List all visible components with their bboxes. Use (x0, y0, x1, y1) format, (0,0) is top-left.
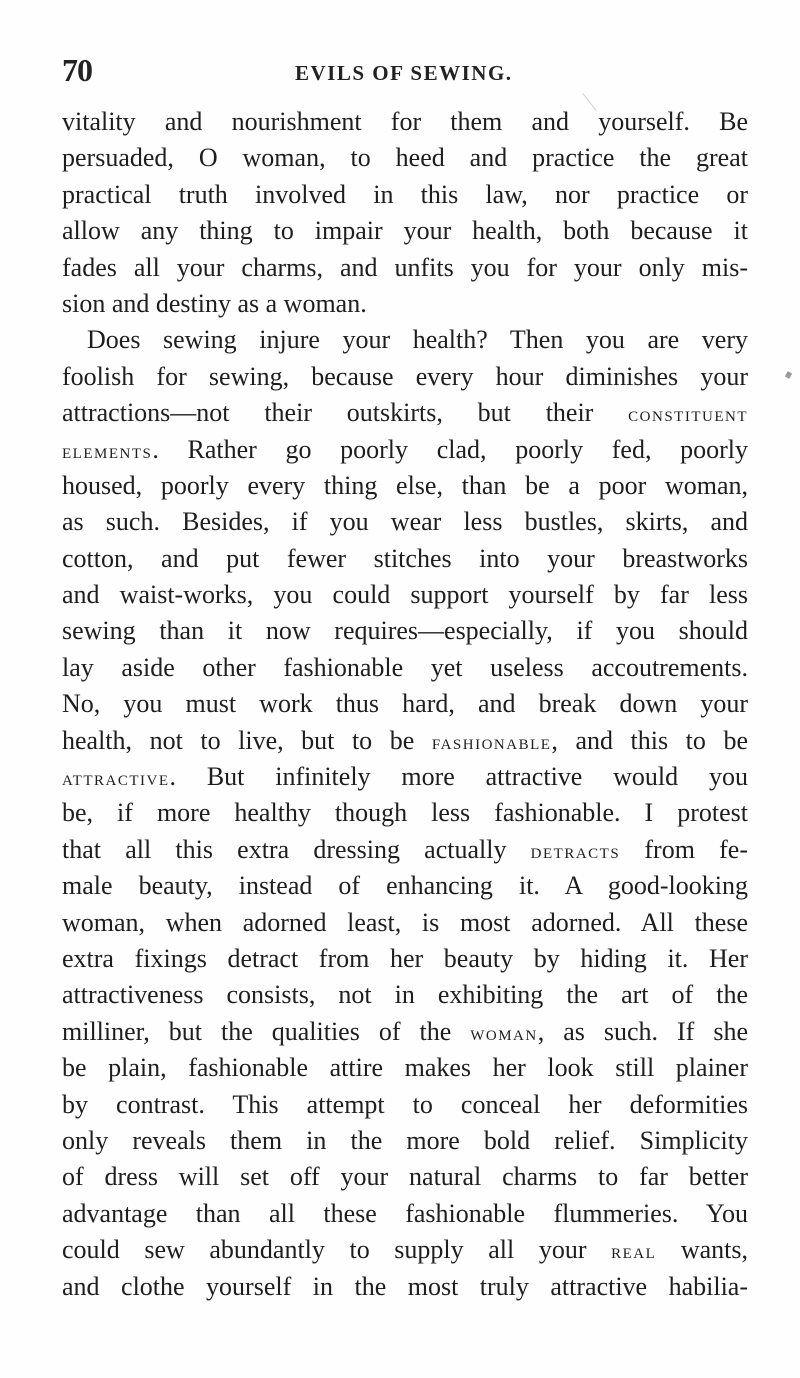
text-line (62, 504, 748, 540)
text-line (62, 286, 748, 322)
small-caps-text: real (611, 1238, 657, 1264)
text-run: wants, (656, 1235, 748, 1265)
text-line (62, 322, 748, 358)
text-run: could sew abundantly to supply all your (62, 1235, 612, 1265)
text-run: allow any thing to impair your health, both because it (62, 216, 748, 246)
text-line (62, 1269, 748, 1305)
text-run: sewing than it now requires—especially, if you should (62, 616, 748, 646)
text-run: health, not to live, but to be (62, 725, 432, 755)
text-run: from fe- (620, 834, 748, 864)
text-run: vitality and nourishment for them and yourself. Be (62, 107, 748, 136)
page-number: 70 (62, 52, 92, 88)
small-caps-text: attractive (62, 765, 170, 791)
text-run: , and this to be (551, 725, 748, 755)
text-run: attractions—not their outskirts, but their (62, 398, 629, 428)
small-caps-text: elements (62, 437, 153, 463)
text-line (62, 432, 748, 468)
text-run: by contrast. This attempt to conceal her deformities (62, 1089, 748, 1119)
text-line (62, 1050, 748, 1086)
text-run: be, if more healthy though less fashionable. I protest (62, 798, 748, 828)
text-line (62, 613, 748, 649)
body-text (62, 104, 748, 1305)
text-line (62, 868, 748, 904)
text-line (62, 577, 748, 613)
text-line (62, 1014, 748, 1050)
text-line (62, 250, 748, 286)
text-line (62, 650, 748, 686)
text-run: extra fixings detract from her beauty by hiding it. Her (62, 943, 748, 973)
text-run: , as such. If she (537, 1016, 748, 1046)
text-run: . But infinitely more attractive would you (169, 762, 748, 792)
text-run: that all this extra dressing actually (62, 834, 531, 864)
text-line (62, 177, 748, 213)
text-line (62, 395, 748, 431)
text-run: and clothe yourself in the most truly attractive habilia- (62, 1271, 748, 1301)
text-line (62, 140, 748, 176)
text-line (62, 795, 748, 831)
text-run: lay aside other fashionable yet useless accoutrements. (62, 652, 748, 682)
text-line (62, 213, 748, 249)
text-run: attractiveness consists, not in exhibiting the art of the (62, 980, 748, 1010)
text-line (62, 541, 748, 577)
small-caps-text: fashionable (431, 728, 552, 754)
text-run: sion and destiny as a woman. (62, 288, 367, 318)
page-header (62, 52, 742, 92)
text-run: fades all your charms, and unfits you for your only mis- (62, 252, 748, 282)
text-run: advantage than all these fashionable flummeries. You (62, 1198, 748, 1228)
text-run: cotton, and put fewer stitches into your breastworks (62, 543, 748, 573)
text-line (62, 977, 748, 1013)
text-line (62, 1087, 748, 1123)
text-run: woman, when adorned least, is most adorned. All these (62, 907, 748, 937)
margin-speck (785, 371, 792, 379)
text-run: practical truth involved in this law, nor practice or (62, 179, 748, 209)
text-run: housed, poorly every thing else, than be a poor woman, (62, 470, 748, 500)
text-line (62, 832, 748, 868)
small-caps-text: detracts (530, 837, 621, 863)
text-line (62, 941, 748, 977)
text-run: only reveals them in the more bold relief. Simplicity (62, 1125, 748, 1155)
text-run: as such. Besides, if you wear less bustles, skirts, and (62, 507, 748, 537)
text-line (62, 686, 748, 722)
text-line (62, 723, 748, 759)
text-run: of dress will set off your natural charms to far better (62, 1162, 748, 1192)
running-head: EVILS OF SEWING. (295, 61, 513, 85)
text-run: be plain, fashionable attire makes her look still plainer (62, 1053, 748, 1083)
text-run: No, you must work thus hard, and break down your (62, 689, 748, 719)
text-run: . Rather go poorly clad, poorly fed, poorly (152, 434, 748, 464)
text-run: male beauty, instead of enhancing it. A good-looking (62, 871, 748, 901)
text-line (62, 104, 748, 140)
text-line (62, 759, 748, 795)
small-caps-text: constituent (628, 401, 748, 427)
text-line (62, 1232, 748, 1268)
text-run: foolish for sewing, because every hour diminishes your (62, 361, 748, 391)
text-run: Does sewing injure your health? Then you are very (87, 325, 748, 355)
text-line (62, 1159, 748, 1195)
text-line (62, 1123, 748, 1159)
text-line (62, 1196, 748, 1232)
text-run: persuaded, O woman, to heed and practice the great (62, 143, 748, 173)
text-line (62, 468, 748, 504)
text-run: and waist-works, you could support yourself by far less (62, 580, 748, 610)
small-caps-text: woman (470, 1019, 538, 1045)
text-line (62, 905, 748, 941)
text-run: milliner, but the qualities of the (62, 1016, 471, 1046)
text-line (62, 359, 748, 395)
